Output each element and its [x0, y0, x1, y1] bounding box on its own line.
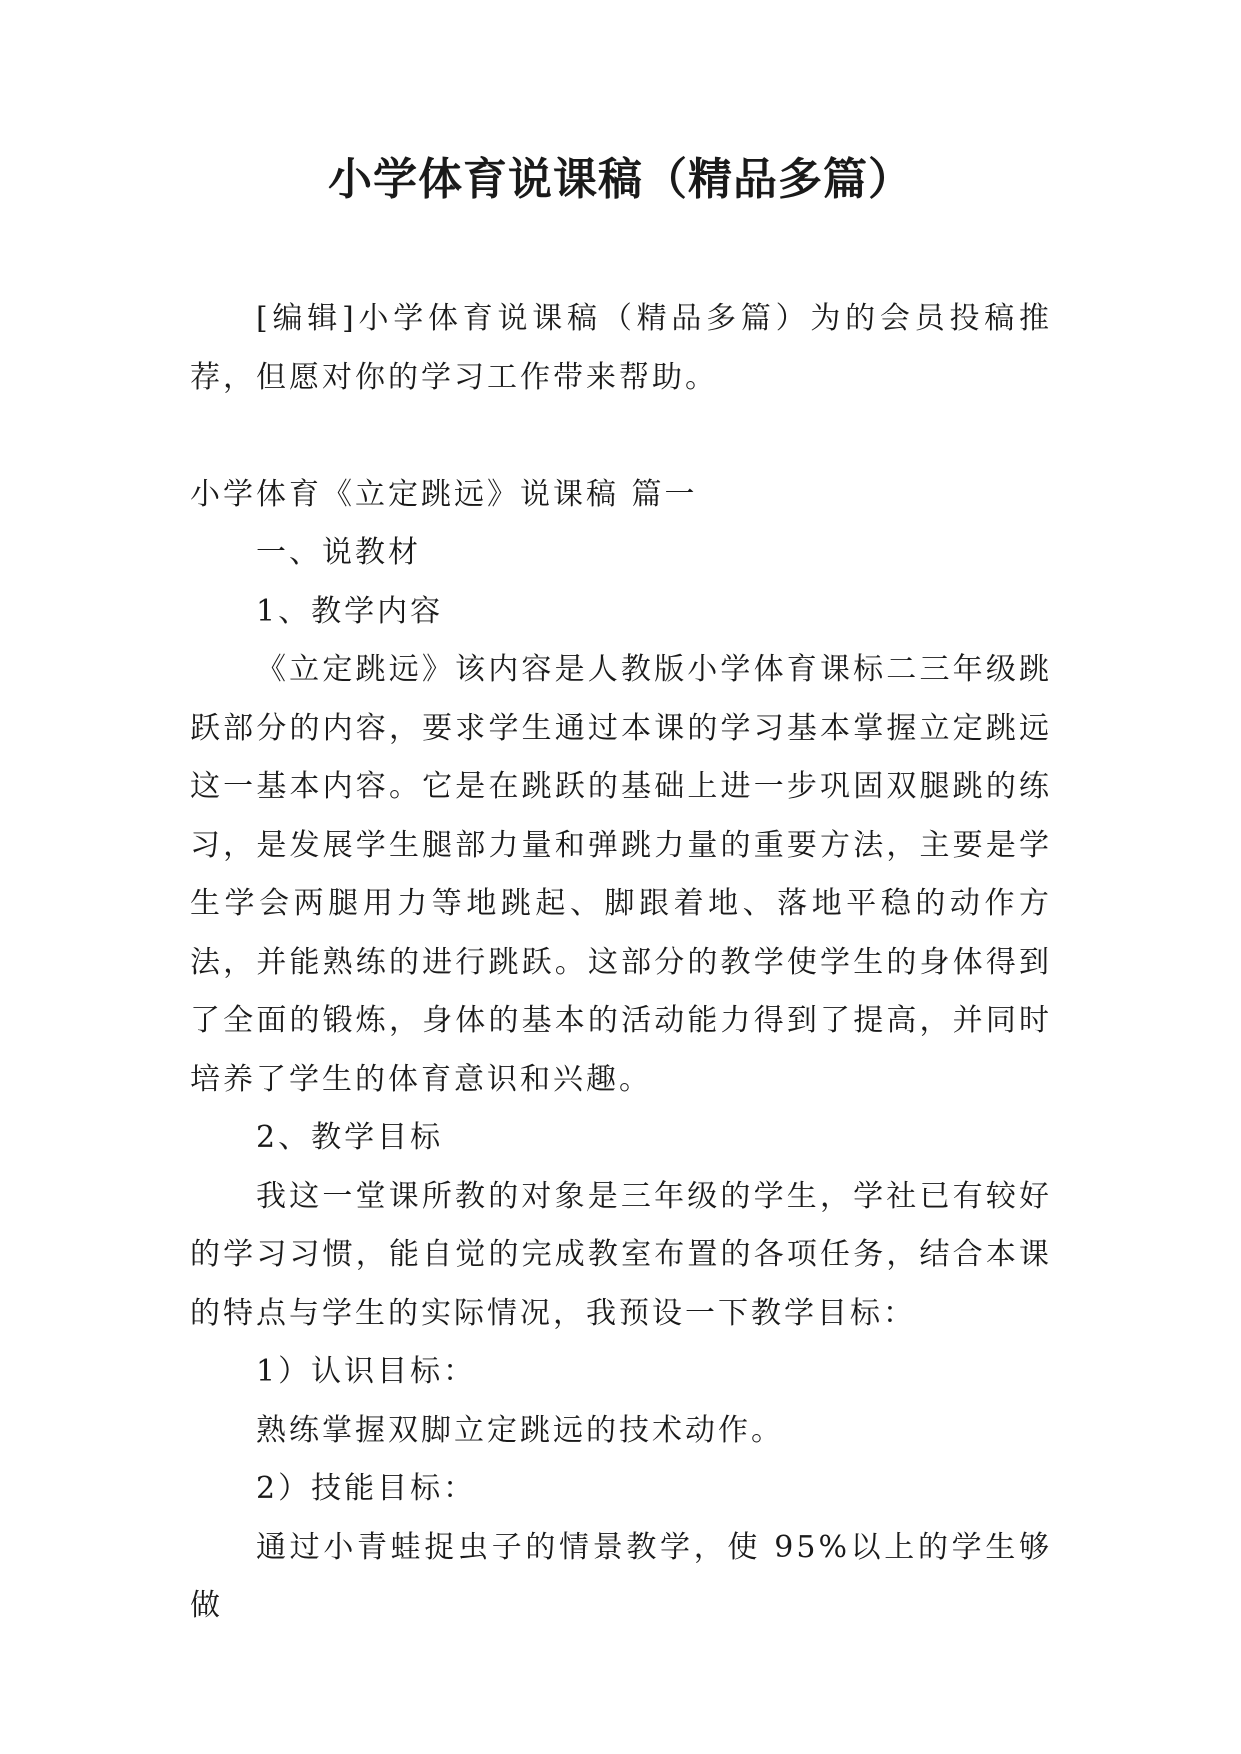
paragraph-goals: 我这一堂课所教的对象是三年级的学生，学社已有较好的学习习惯，能自觉的完成教室布置的各项任务，结合本课的特点与学生的实际情况，我预设一下教学目标：: [190, 1178, 1052, 1331]
subheading-teaching-goals: 2、教学目标: [256, 1120, 444, 1155]
paragraph-gap: [190, 407, 1052, 466]
paragraph-intro: [编辑]小学体育说课稿（精品多篇）为的会员投稿推荐，但愿对你的学习工作带来帮助。: [190, 301, 1052, 395]
section-heading: 小学体育《立定跳远》说课稿 篇一: [190, 476, 698, 512]
document-title: 小学体育说课稿（精品多篇）: [328, 154, 913, 205]
document-body: [190, 290, 1052, 1636]
subheading-skill-goal: 2）技能目标：: [256, 1471, 477, 1506]
subheading-teaching-material: 一、说教材: [256, 535, 421, 570]
subheading-teaching-content: 1、教学内容: [256, 593, 444, 629]
subheading-cognitive-goal: 1）认识目标：: [256, 1354, 477, 1389]
paragraph-content: 《立定跳远》该内容是人教版小学体育课标二三年级跳跃部分的内容，要求学生通过本课的学习基本掌握立定跳远这一基本内容。它是在跳跃的基础上进一步巩固双腿跳的练习，是发展学生腿部力量和弹跳力量的重要方法，主要是学生学会两腿用力等地跳起、脚跟着地、落地平稳的动作方法，并能熟练的进行跳跃。这部分的教学使学生的身体得到了全面的锻炼，身体的基本的活动能力得到了提高，并同时培养了学生的体育意识和兴趣。: [190, 652, 1052, 1097]
paragraph-cognitive-goal: 熟练掌握双脚立定跳远的技术动作。: [256, 1412, 784, 1448]
paragraph-skill-goal: 通过小青蛙捉虫子的情景教学，使 95%以上的学生够做: [190, 1529, 1052, 1623]
